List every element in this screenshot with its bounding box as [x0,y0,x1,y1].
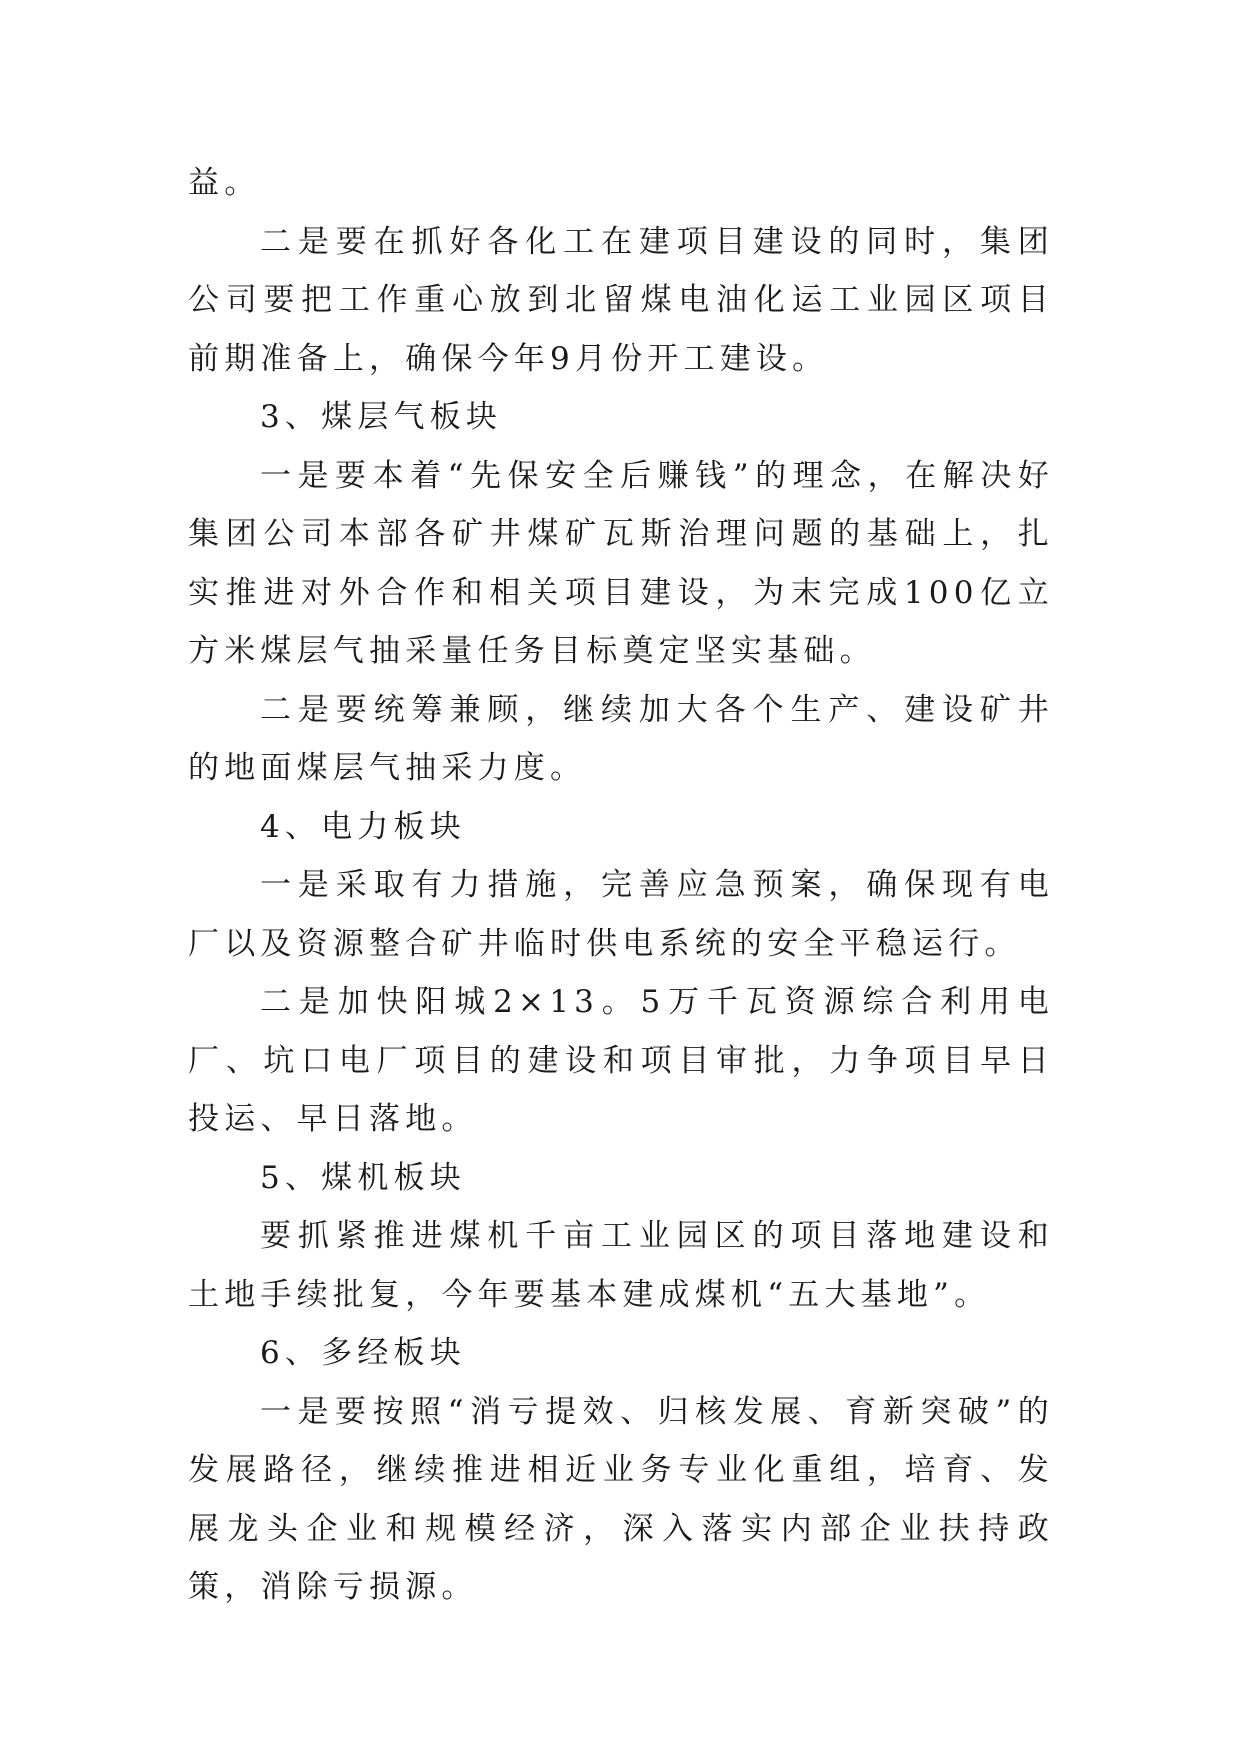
paragraph-power-second: 二是加快阳城2×13。5万千瓦资源综合利用电厂、坑口电厂项目的建设和项目审批，力争项目早日投运、早日落地。 [188,984,1054,1137]
section-heading-coal-machinery: 5、煤机板块 [260,1159,466,1196]
paragraph-power-first: 一是采取有力措施，完善应急预案，确保现有电厂以及资源整合矿井临时供电系统的安全平稳运行。 [188,867,1054,962]
section-heading-coalbed-methane: 3、煤层气板块 [260,399,503,435]
paragraph-chemical-second: 二是要在抓好各化工在建项目建设的同时，集团公司要把工作重心放到北留煤电油化运工业园区项目前期准备上，确保今年9月份开工建设。 [188,223,1054,377]
paragraph-cbm-second: 二是要统筹兼顾，继续加大各个生产、建设矿井的地面煤层气抽采力度。 [188,691,1054,786]
section-heading-power: 4、电力板块 [260,808,466,845]
paragraph-coal-machinery: 要抓紧推进煤机千亩工业园区的项目落地建设和土地手续批复，今年要基本建成煤机“五大基地”。 [188,1218,1054,1313]
paragraph-cbm-first: 一是要本着“先保安全后赚钱”的理念，在解决好集团公司本部各矿井煤矿瓦斯治理问题的基础上，扎实推进对外合作和相关项目建设，为末完成100亿立方米煤层气抽采量任务目标奠定坚实基础。 [188,457,1054,669]
paragraph-continuation: 益。 [188,165,261,201]
paragraph-diversified-first: 一是要按照“消亏提效、归核发展、育新突破”的发展路径，继续推进相近业务专业化重组，培育、发展龙头企业和规模经济，深入落实内部企业扶持政策，消除亏损源。 [188,1393,1054,1605]
section-heading-diversified: 6、多经板块 [260,1335,466,1371]
body-text [188,154,1054,1617]
